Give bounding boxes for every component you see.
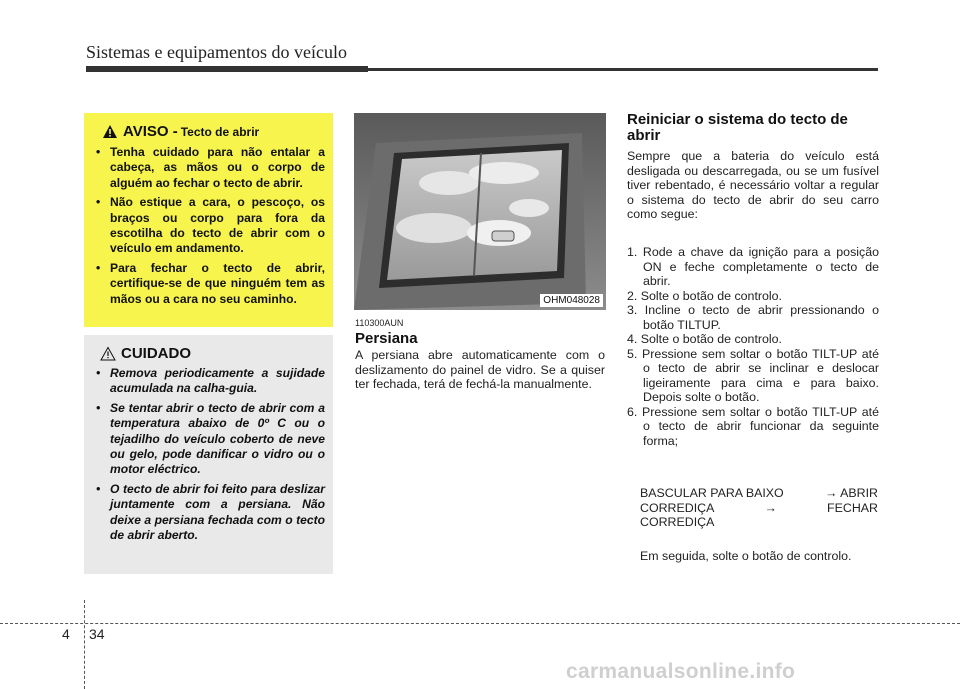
caution-item: • O tecto de abrir foi feito para deslizar juntamente com a persiana. Não deixe a persiana fechada com o tecto de abrir aberto. xyxy=(92,482,325,544)
sunroof-photo xyxy=(354,113,606,310)
reset-step: 2. Solte o botão de controlo. xyxy=(627,288,782,303)
reset-step: 4. Solte o botão de controlo. xyxy=(627,332,782,346)
reset-step: 3. Incline o tecto de abrir pressionando o botão TILTUP. xyxy=(627,303,879,332)
section-code: 110300AUN xyxy=(355,318,404,328)
warning-title xyxy=(102,123,325,140)
seq-tilt-down: BASCULAR PARA BAIXO xyxy=(640,486,784,500)
caution-title xyxy=(100,345,325,362)
warning-item: • Para fechar o tecto de abrir, certifique-se de que ninguém tem as mãos ou a cara no seu caminho. xyxy=(92,261,325,307)
warning-triangle-icon xyxy=(102,124,118,139)
persiana-text: A persiana abre automaticamente com o deslizamento do painel de vidro. Se a quiser ter fechada, terá de fechá-la manualmente. xyxy=(355,348,605,391)
reset-step: 1. Rode a chave da ignição para a posição ON e feche completamente o tecto de abrir. xyxy=(627,245,879,288)
seq-slide-2: CORREDIÇA xyxy=(640,515,715,529)
footer-divider xyxy=(84,600,85,689)
warning-item: • Tenha cuidado para não entalar a cabeça, as mãos ou o corpo de alguém ao fechar o tecto de abrir. xyxy=(92,145,325,191)
reset-title: Reiniciar o sistema do tecto de abrir xyxy=(627,111,848,144)
page-number: 34 xyxy=(89,626,105,642)
page-header-title: Sistemas e equipamentos do veículo xyxy=(86,42,347,62)
reset-step: 6. Pressione sem soltar o botão TILT-UP até o tecto de abrir funcionar da seguinte forma; xyxy=(627,404,879,448)
photo-code-label: OHM048028 xyxy=(540,294,603,307)
reset-steps xyxy=(627,245,879,448)
seq-slide: CORREDIÇA xyxy=(640,500,715,515)
closing-text: Em seguida, solte o botão de controlo. xyxy=(640,549,852,563)
warning-subject: Tecto de abrir xyxy=(180,124,260,139)
sunroof-illustration xyxy=(354,113,606,310)
caution-list xyxy=(92,366,325,543)
caution-label: CUIDADO xyxy=(121,345,191,362)
caution-triangle-icon xyxy=(100,346,116,361)
caution-box xyxy=(84,335,333,574)
footer-rule xyxy=(0,623,960,624)
page-section-number: 4 xyxy=(62,626,70,642)
watermark-text: carmanualsonline.info xyxy=(566,660,796,683)
seq-open: → ABRIR xyxy=(824,486,878,500)
operation-sequence xyxy=(640,486,878,530)
caution-item: • Se tentar abrir o tecto de abrir com a temperatura abaixo de 0º C ou o tejadilho do veículo coberto de neve ou gelo, pode danificar o vidro ou o motor eléctrico. xyxy=(92,401,325,478)
header-rule xyxy=(86,68,878,71)
seq-close: FECHAR xyxy=(827,500,878,515)
persiana-title: Persiana xyxy=(355,330,418,347)
reset-step: 5. Pressione sem soltar o botão TILT-UP até o tecto de abrir se inclinar e deslocar ligeiramente para cima e para baixo. Depois solte o botão. xyxy=(627,346,879,404)
warning-item: • Não estique a cara, o pescoço, os braços ou corpo para fora da escotilha do tecto de abrir com o veículo em andamento. xyxy=(92,195,325,257)
warning-list xyxy=(92,145,325,307)
reset-intro: Sempre que a bateria do veículo está desligada ou descarregada, ou se um fusível tiver rebentado, é necessário voltar a regular o sistema do tecto de abrir do seu carro como segue: xyxy=(627,149,879,221)
warning-box xyxy=(84,113,333,327)
warning-label: AVISO - xyxy=(123,123,178,140)
caution-item: • Remova periodicamente a sujidade acumulada na calha-guia. xyxy=(92,366,325,397)
seq-arrow: → xyxy=(764,500,777,515)
